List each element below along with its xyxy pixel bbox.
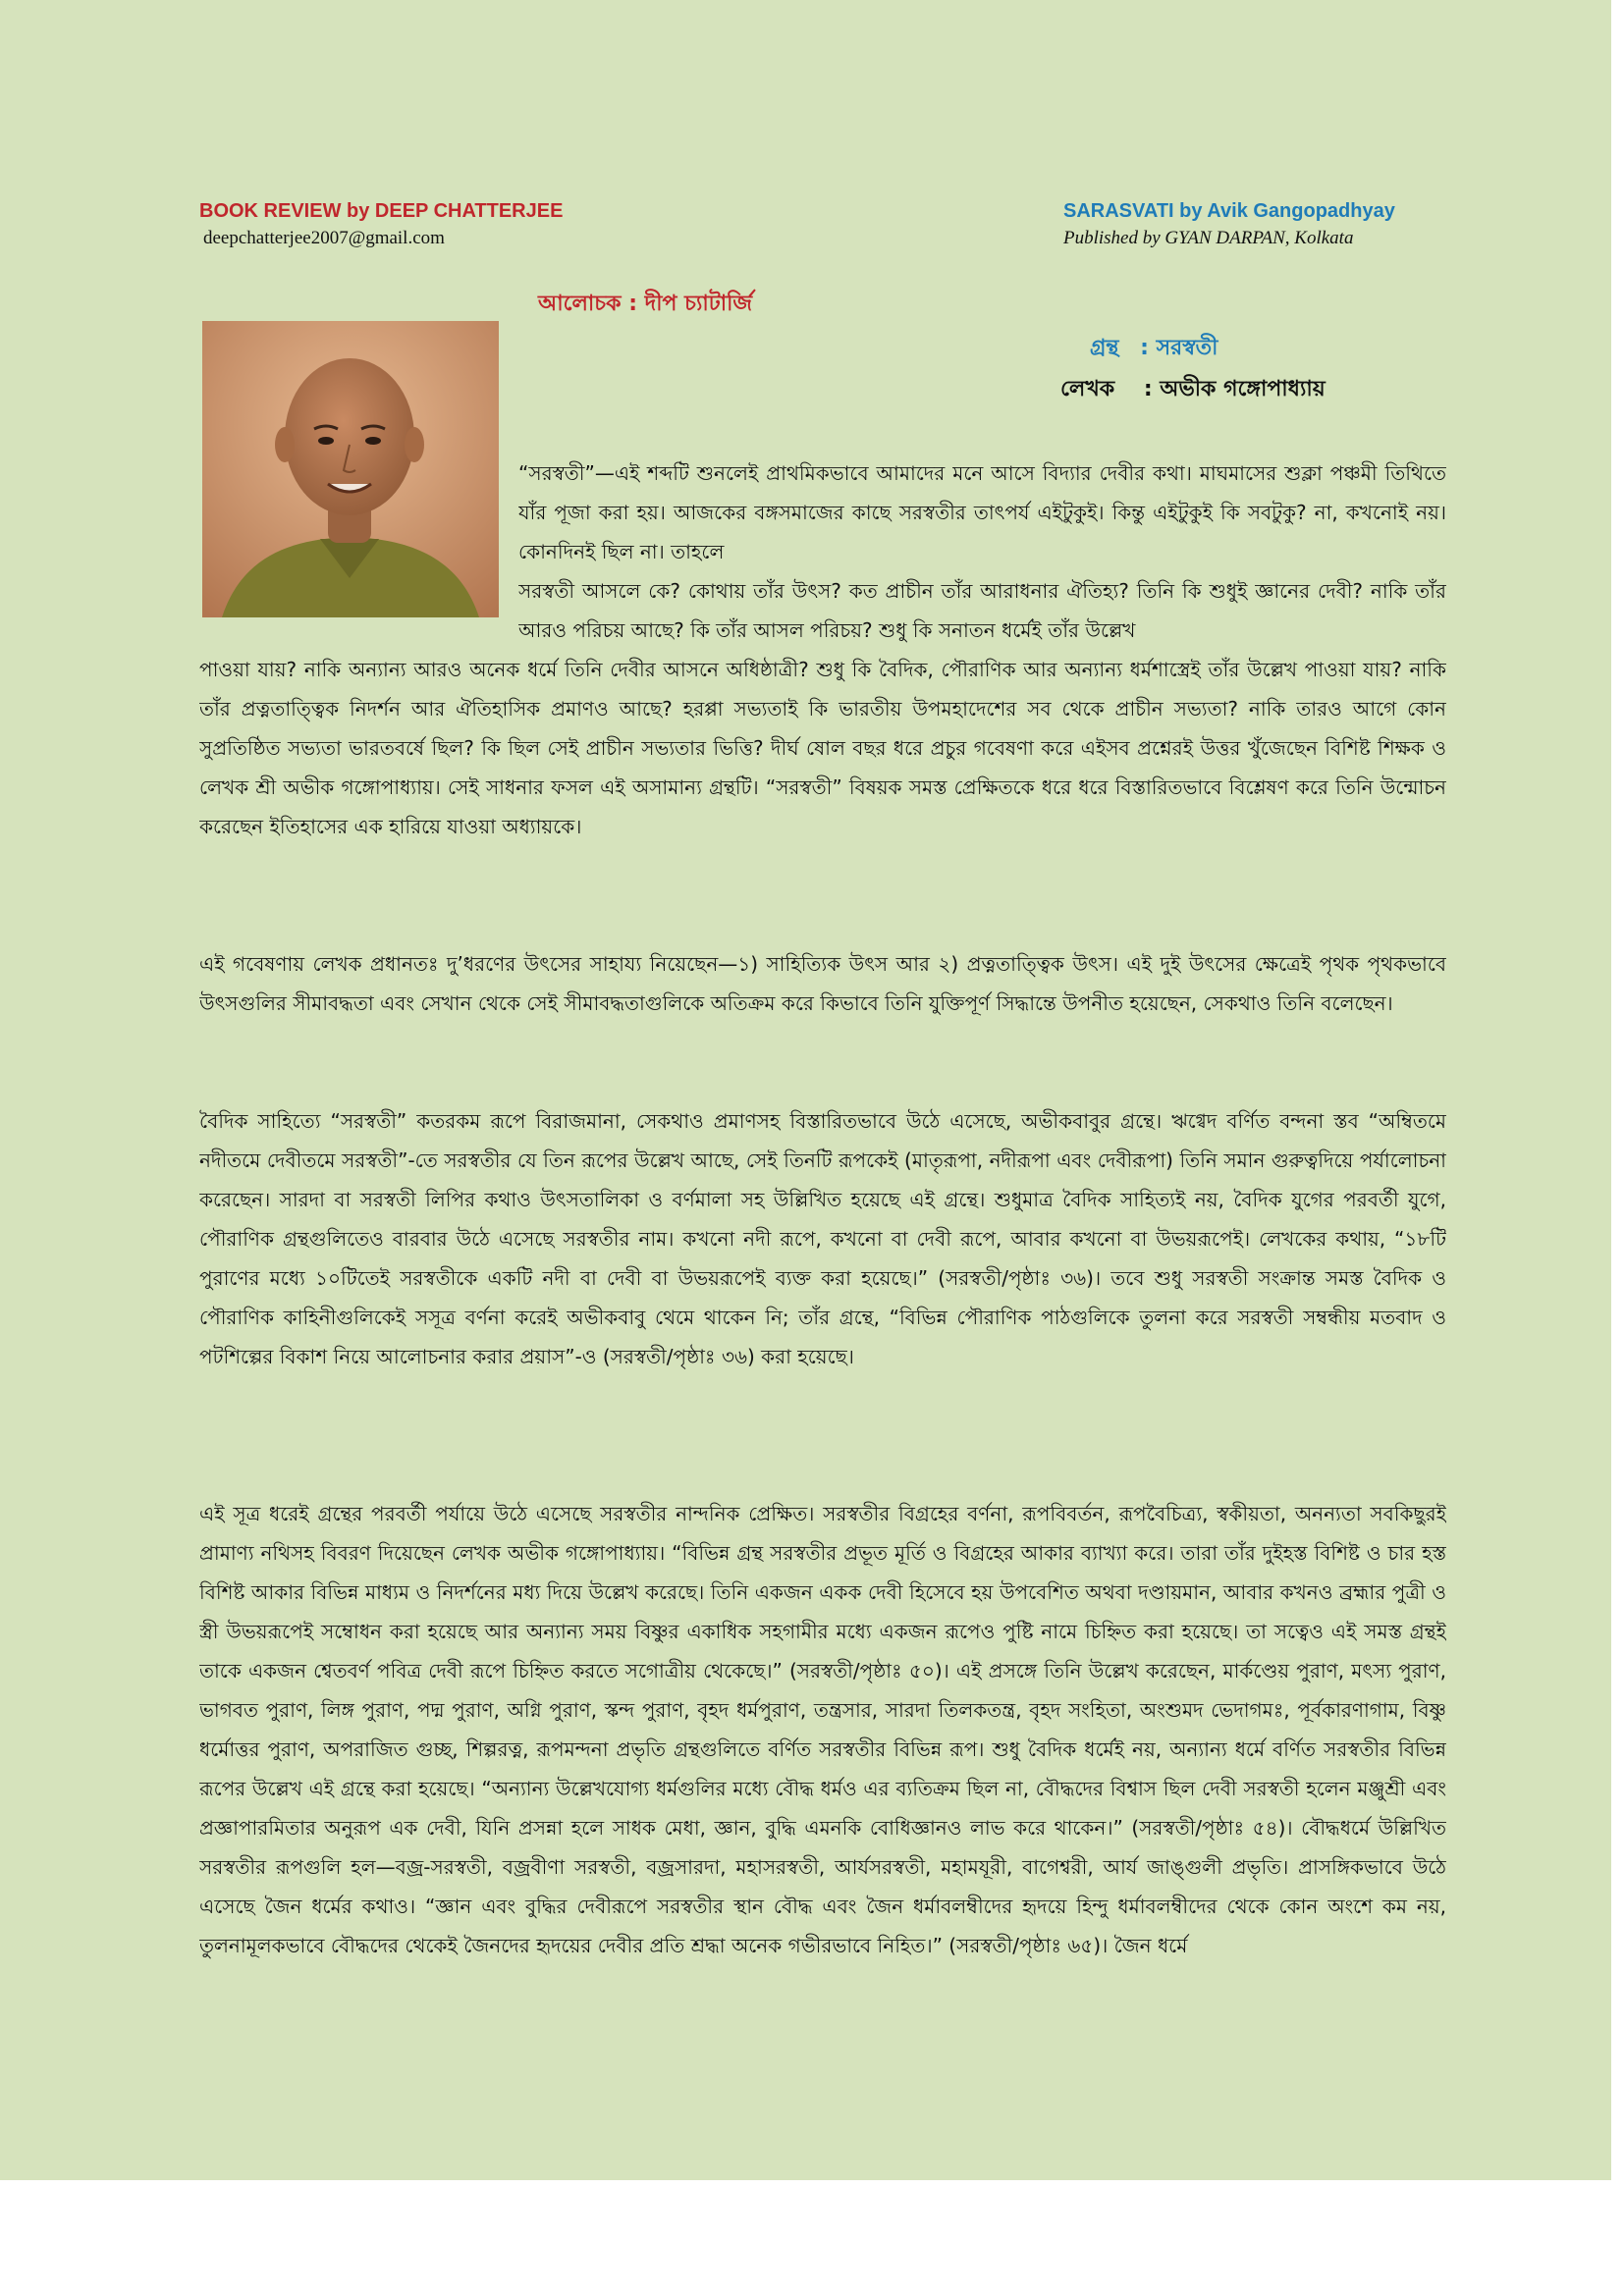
review-byline: BOOK REVIEW by DEEP CHATTERJEE <box>199 200 564 222</box>
book-label: গ্রন্থ <box>1090 336 1119 360</box>
intro-paragraph-full-width <box>199 650 1446 907</box>
author-label: লেখক <box>1060 377 1115 401</box>
paragraph-text: এই সূত্র ধরেই গ্রন্থের পরবর্তী পর্যায়ে উঠে এসেছে সরস্বতীর নান্দনিক প্রেক্ষিত। সরস্বতীর বিগ্রহের বর্ণনা, রূপবিবর্তন, রূপবৈচিত্র্য, স্বকীয়তা, অনন্যতা সবকিছুরই প্রামাণ্য নথিসহ বিবরণ দিয়েছেন লেখক অভীক গঙ্গোপাধ্যায়। “বিভিন্ন গ্রন্থ সরস্বতীর প্রভূত মূর্তি ও বিগ্রহের আকার ব্যাখ্যা করে। তারা তাঁর দুইহস্ত বিশিষ্ট ও চার হস্ত বিশিষ্ট আকার বিভিন্ন মাধ্যম ও নিদর্শনের মধ্য দিয়ে উল্লেখ করেছে। তিনি একজন একক দেবী হিসেবে হয় উপবেশিত অথবা দণ্ডায়মান, আবার কখনও ব্রহ্মার পুত্রী ও স্ত্রী উভয়রূপেই সম্বোধন করা হয়েছে আর অন্যান্য সময় বিষ্ণুর একাধিক সহগামীর মধ্যে একজন রূপেও পুষ্টি নামে চিহ্নিত করা হয়েছে। তা সত্বেও এই সমস্ত গ্রন্থই তাকে একজন শ্বেতবর্ণ পবিত্র দেবী রূপে চিহ্নিত করতে সগোত্রীয় থেকেছে।” (সরস্বতী/পৃষ্ঠাঃ ৫০)। এই প্রসঙ্গে তিনি উল্লেখ করেছেন, মার্কণ্ডেয় পুরাণ, মৎস্য পুরাণ, ভাগবত পুরাণ, লিঙ্গ পুরাণ, পদ্ম পুরাণ, অগ্নি পুরাণ, স্কন্দ পুরাণ, বৃহদ ধর্মপুরাণ, তন্ত্রসার, সারদা তিলকতন্ত্র, বৃহদ সংহিতা, অংশুমদ ভেদাগমঃ, পূর্বকারণাগাম, বিষ্ণু ধর্মোত্তর পুরাণ, অপরাজিত গুচ্ছ, শিল্পরত্ন, রূপমন্দনা প্রভৃতি গ্রন্থগুলিতে বর্ণিত সরস্বতীর বিভিন্ন রূপ। শুধু বৈদিক ধর্মেই নয়, অন্যান্য ধর্মে বর্ণিত সরস্বতীর বিভিন্ন রূপের উল্লেখ এই গ্রন্থে করা হয়েছে। “অন্যান্য উল্লেখযোগ্য ধর্মগুলির মধ্যে বৌদ্ধ ধর্মও এর ব্যতিক্রম ছিল না, বৌদ্ধদের বিশ্বাস ছিল দেবী সরস্বতী হলেন মঞ্জুশ্রী এবং প্রজ্ঞাপারমিতার অনুরূপ এক দেবী, যিনি প্রসন্না হলে সাধক মেধা, জ্ঞান, বুদ্ধি এমনকি বোধিজ্ঞানও লাভ করে থাকেন।” (সরস্বতী/পৃষ্ঠাঃ ৫৪)। বৌদ্ধধর্মে উল্লিখিত সরস্বতীর রূপগুলি হল—বজ্র-সরস্বতী, বজ্রবীণা সরস্বতী, বজ্রসারদা, মহাসরস্বতী, আর্যসরস্বতী, মহামযূরী, বাগেশ্বরী, আর্য জাঙ্গুলী প্রভৃতি। প্রাসঙ্গিকভাবে উঠে এসেছে জৈন ধর্মের কথাও। “জ্ঞান এবং বুদ্ধির দেবীরূপে সরস্বতীর স্থান বৌদ্ধ এবং জৈন ধর্মাবলম্বীদের হৃদয়ে হিন্দু ধর্মাবলম্বীদের থেকে কোন অংশে কম নয়, তুলনামূলকভাবে বৌদ্ধদের থেকেই জৈনদের হৃদয়ের দেবীর প্রতি শ্রদ্ধা অনেক গভীরভাবে নিহিত।” (সরস্বতী/পৃষ্ঠাঃ ৬৫)। জৈন ধর্মে <box>199 1502 1446 1957</box>
paragraph-text: পাওয়া যায়? নাকি অন্যান্য আরও অনেক ধর্মে তিনি দেবীর আসনে অধিষ্ঠাত্রী? শুধু কি বৈদিক, পৌরাণিক আর অন্যান্য ধর্মশাস্ত্রেই তাঁর উল্লেখ পাওয়া যায়? নাকি তাঁর প্রত্নতাত্ত্বিক নিদর্শন আর ঐতিহাসিক প্রমাণও আছে? হরপ্পা সভ্যতাই কি ভারতীয় উপমহাদেশের সব থেকে প্রাচীন সভ্যতা? নাকি তারও আগে কোন সুপ্রতিষ্ঠিত সভ্যতা ভারতবর্ষে ছিল? কি ছিল সেই প্রাচীন সভ্যতার ভিত্তি? দীর্ঘ ষোল বছর ধরে প্রচুর গবেষণা করে এইসব প্রশ্নেরই উত্তর খুঁজেছেন বিশিষ্ট শিক্ষক ও লেখক শ্রী অভীক গঙ্গোপাধ্যায়। সেই সাধনার ফসল এই অসামান্য গ্রন্থটি। “সরস্বতী” বিষয়ক সমস্ত প্রেক্ষিতকে ধরে ধরে বিস্তারিতভাবে বিশ্লেষণ করে তিনি উন্মোচন করেছেন ইতিহাসের এক হারিয়ে যাওয়া অধ্যায়কে। <box>199 658 1446 838</box>
author-name-line <box>1060 372 1326 408</box>
intro-paragraph-beside-photo <box>518 454 1446 573</box>
book-value: : সরস্বতী <box>1140 336 1218 360</box>
paragraph-text: সরস্বতী আসলে কে? কোথায় তাঁর উৎস? কত প্রাচীন তাঁর আরাধনার ঐতিহ্য? তিনি কি শুধুই জ্ঞানের দেবী? নাকি তাঁর আরও পরিচয় আছে? কি তাঁর আসল পরিচয়? শুধু কি সনাতন ধর্মেই তাঁর উল্লেখ <box>518 579 1446 642</box>
research-sources-paragraph <box>199 944 1446 1064</box>
aesthetic-context-paragraph <box>199 1494 1446 2144</box>
author-value: : অভীক গঙ্গোপাধ্যায় <box>1143 377 1326 401</box>
intro-paragraph-continued <box>518 571 1446 652</box>
book-title-author: SARASVATI by Avik Gangopadhyay <box>1063 200 1395 222</box>
reviewer-email: deepchatterjee2007@gmail.com <box>203 228 445 248</box>
paragraph-text: এই গবেষণায় লেখক প্রধানতঃ দু’ধরণের উৎসের সাহায্য নিয়েছেন—১) সাহিত্যিক উৎস আর ২) প্রত্নতাত্ত্বিক উৎস। এই দুই উৎসের ক্ষেত্রেই পৃথক পৃথকভাবে উৎসগুলির সীমাবদ্ধতা এবং সেখান থেকে সেই সীমাবদ্ধতাগুলিকে অতিক্রম করে কিভাবে তিনি যুক্তিপূর্ণ সিদ্ধান্তে উপনীত হয়েছেন, সেকথাও তিনি বলেছেন। <box>199 952 1446 1015</box>
vedic-literature-paragraph <box>199 1101 1446 1457</box>
paragraph-text: বৈদিক সাহিত্যে “সরস্বতী” কতরকম রূপে বিরাজমানা, সেকথাও প্রমাণসহ বিস্তারিতভাবে উঠে এসেছে, অভীকবাবুর গ্রন্থে। ঋগ্বেদ বর্ণিত বন্দনা স্তব “অম্বিতমে নদীতমে দেবীতমে সরস্বতী”-তে সরস্বতীর যে তিন রূপের উল্লেখ আছে, সেই তিনটি রূপকেই (মাতৃরূপা, নদীরূপা এবং দেবীরূপা) তিনি সমান গুরুত্বদিয়ে পর্যালোচনা করেছেন। সারদা বা সরস্বতী লিপির কথাও উৎসতালিকা ও বর্ণমালা সহ উল্লিখিত হয়েছে এই গ্রন্থে। শুধুমাত্র বৈদিক সাহিত্যই নয়, বৈদিক যুগের পরবর্তী যুগে, পৌরাণিক গ্রন্থগুলিতেও বারবার উঠে এসেছে সরস্বতীর নাম। কখনো নদী রূপে, কখনো বা দেবী রূপে, আবার কখনো বা উভয়রূপেই। লেখকের কথায়, “১৮টি পুরাণের মধ্যে ১০টিতেই সরস্বতীকে একটি নদী বা দেবী বা উভয়রূপেই ব্যক্ত করা হয়েছে।” (সরস্বতী/পৃষ্ঠাঃ ৩৬)। তবে শুধু সরস্বতী সংক্রান্ত সমস্ত বৈদিক ও পৌরাণিক কাহিনীগুলিকেই সসূত্র বর্ণনা করেই অভীকবাবু থেমে থাকেন নি; তাঁর গ্রন্থে, “বিভিন্ন পৌরাণিক পাঠগুলিকে তুলনা করে সরস্বতী সম্বন্ধীয় মতবাদ ও পটশিল্পের বিকাশ নিয়ে আলোচনার করার প্রয়াস”-ও (সরস্বতী/পৃষ্ঠাঃ ৩৬) করা হয়েছে। <box>199 1109 1446 1368</box>
reviewer-name-bengali: আলোচক : দীপ চ্যাটার্জি <box>538 292 753 316</box>
book-name-line <box>1090 331 1218 367</box>
reviewer-photo <box>202 321 499 617</box>
publisher-line: Published by GYAN DARPAN, Kolkata <box>1063 228 1354 248</box>
paragraph-text: “সরস্বতী”—এই শব্দটি শুনলেই প্রাথমিকভাবে আমাদের মনে আসে বিদ্যার দেবীর কথা। মাঘমাসের শুক্লা পঞ্চমী তিথিতে যাঁর পূজা করা হয়। আজকের বঙ্গসমাজের কাছে সরস্বতীর তাৎপর্য এইটুকুই। কিন্তু এইটুকুই কি সবটুকু? না, কখনোই নয়। কোনদিনই ছিল না। তাহলে <box>518 461 1446 563</box>
